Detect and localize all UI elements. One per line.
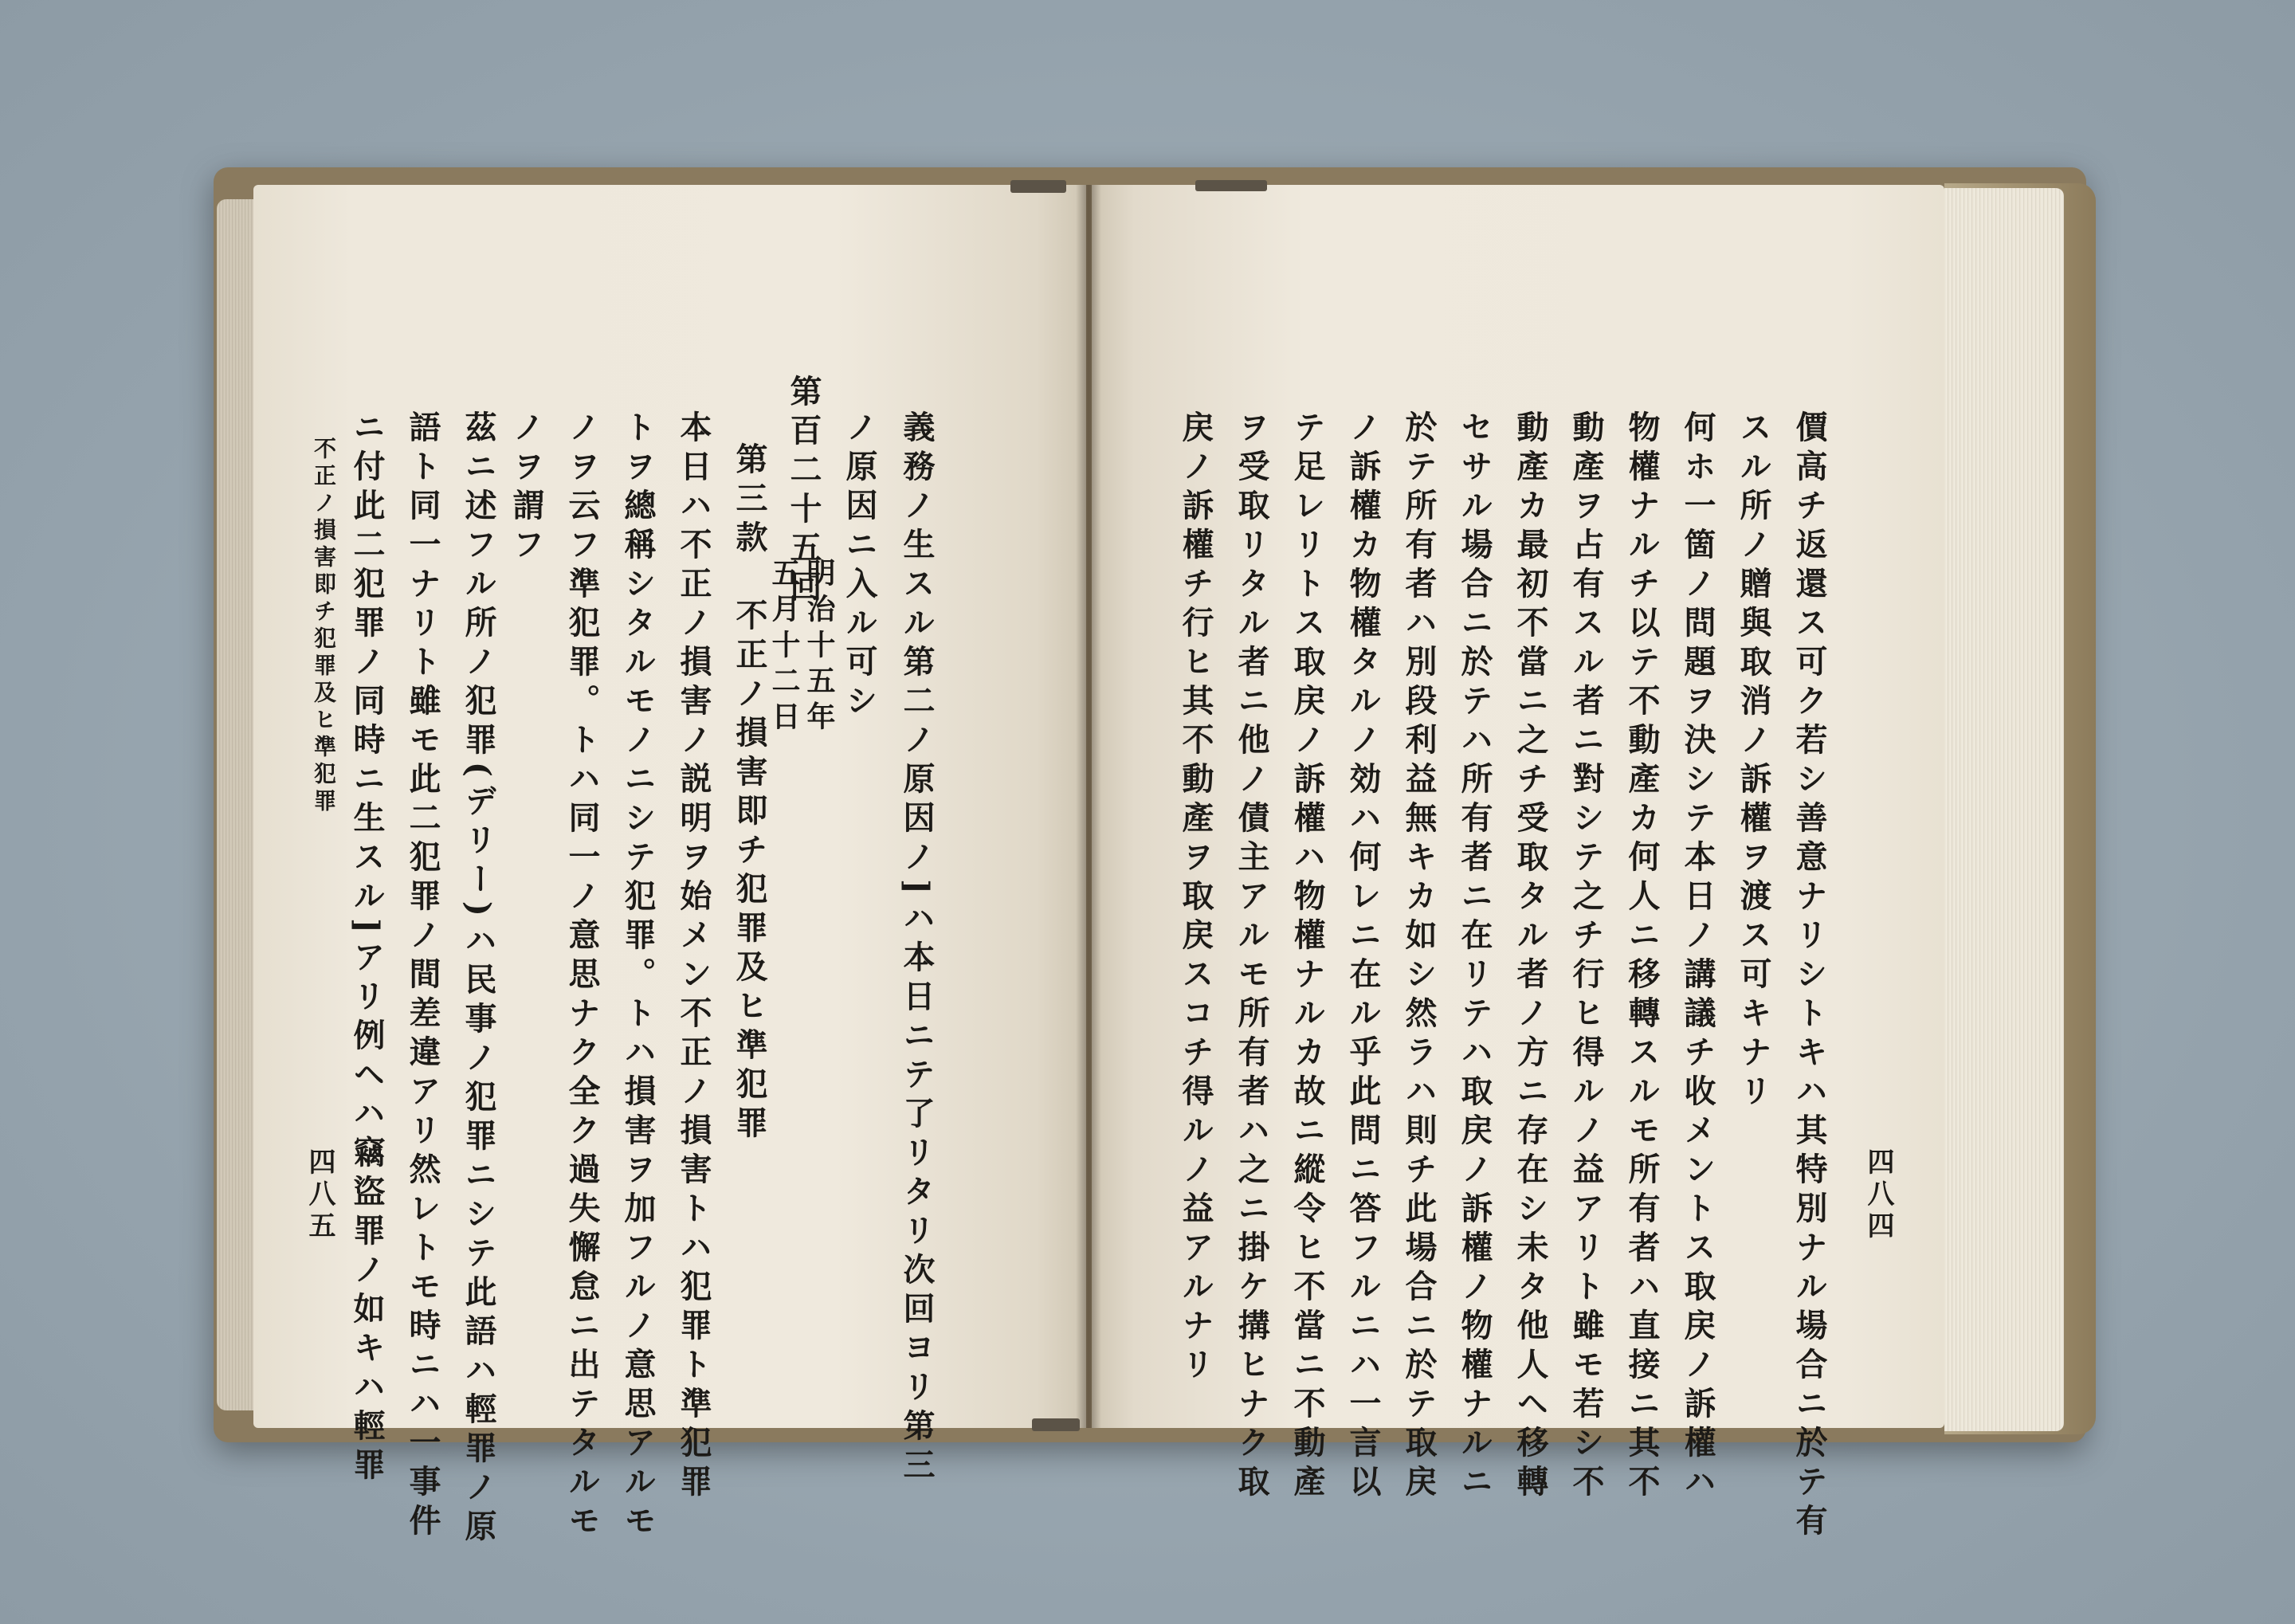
left-running-head: 不正ノ損害即チ犯罪及ヒ準犯罪 bbox=[311, 437, 337, 816]
right-col-8: 於テ所有者ハ別段利益無キカ如シ然ラハ則チ此場合ニ於テ取戻 bbox=[1400, 410, 1438, 1504]
left-col-9: 語ト同一ナリト雖モ此二犯罪ノ間差違アリ然レトモ時ニハ一事件 bbox=[404, 410, 441, 1543]
left-col-1: 義務ノ生スル第二ノ原因ノ]ハ本日ニテ了リタリ次回ヨリ第三 bbox=[898, 410, 936, 1487]
left-col-2: ノ原因ニ入ル可シ bbox=[841, 410, 878, 723]
left-col-7: ノヲ謂フ bbox=[508, 410, 545, 567]
left-col-10: ニ付此二犯罪ノ同時ニ生スル]アリ例ヘハ竊盜罪ノ如キハ輕罪 bbox=[348, 410, 386, 1487]
right-col-6: 動產カ最初不當ニ之チ受取タル者ノ方ニ存在シ未タ他人ヘ移轉 bbox=[1512, 410, 1549, 1504]
left-page-number: 四八五 bbox=[304, 1147, 335, 1243]
left-col-date-year: 明治十五年 bbox=[802, 558, 836, 737]
left-col-date-day: 五月十二日 bbox=[767, 558, 801, 737]
left-col-3: 第百二十五回 bbox=[785, 375, 822, 609]
binding-tab bbox=[1032, 1418, 1080, 1431]
right-page-number: 四八四 bbox=[1862, 1147, 1894, 1243]
left-col-6: ノヲ云フ準犯罪。トハ同一ノ意思ナク全ク過失懈怠ニ出テタルモ bbox=[563, 410, 601, 1543]
right-col-10: テ足レリトス取戻ノ訴權ハ物權ナルカ故ニ縱令ヒ不當ニ不動產 bbox=[1289, 410, 1326, 1504]
left-col-8: 茲ニ述フル所ノ犯罪(デリー)ハ民事ノ犯罪ニシテ此語ハ輕罪ノ原 bbox=[460, 410, 497, 1548]
right-col-11: ヲ受取リタル者ニ他ノ債主アルモ所有者ハ之ニ掛ケ搆ヒナク取 bbox=[1233, 410, 1270, 1504]
right-col-7: セサル場合ニ於テハ所有者ニ在リテハ取戻ノ訴權ノ物權ナルニ bbox=[1456, 410, 1493, 1504]
right-col-4: 物權ナルチ以テ不動產カ何人ニ移轉スルモ所有者ハ直接ニ其不 bbox=[1623, 410, 1661, 1504]
left-page-stack bbox=[217, 199, 257, 1410]
right-col-2: スル所ノ贈與取消ノ訴權ヲ渡ス可キナリ bbox=[1735, 410, 1772, 1113]
book-gutter bbox=[1076, 185, 1101, 1428]
right-page-stack bbox=[1944, 188, 2064, 1431]
right-col-9: ノ訴權カ物權タルノ効ハ何レニ在ル乎此問ニ答フルニハ一言以 bbox=[1344, 410, 1382, 1504]
left-col-section: 第三款 不正ノ損害即チ犯罪及ヒ準犯罪 bbox=[731, 442, 768, 1145]
right-col-12: 戻ノ訴權チ行ヒ其不動產ヲ取戻スコチ得ルノ益アルナリ bbox=[1177, 410, 1214, 1387]
right-col-5: 動產ヲ占有スル者ニ對シテ之チ行ヒ得ルノ益アリト雖モ若シ不 bbox=[1567, 410, 1605, 1504]
binding-tab bbox=[1195, 180, 1267, 191]
binding-tab bbox=[1010, 180, 1066, 193]
right-col-3: 何ホ一箇ノ問題ヲ決シテ本日ノ講議チ收メントス取戻ノ訴權ハ bbox=[1679, 410, 1716, 1504]
left-col-4: 本日ハ不正ノ損害ノ説明ヲ始メン不正ノ損害トハ犯罪ト準犯罪 bbox=[675, 410, 712, 1504]
right-col-1: 價高チ返還ス可ク若シ善意ナリシトキハ其特別ナル場合ニ於テ有 bbox=[1791, 410, 1828, 1543]
left-col-5: トヲ總稱シタルモノニシテ犯罪。トハ損害ヲ加フルノ意思アルモ bbox=[619, 410, 657, 1543]
